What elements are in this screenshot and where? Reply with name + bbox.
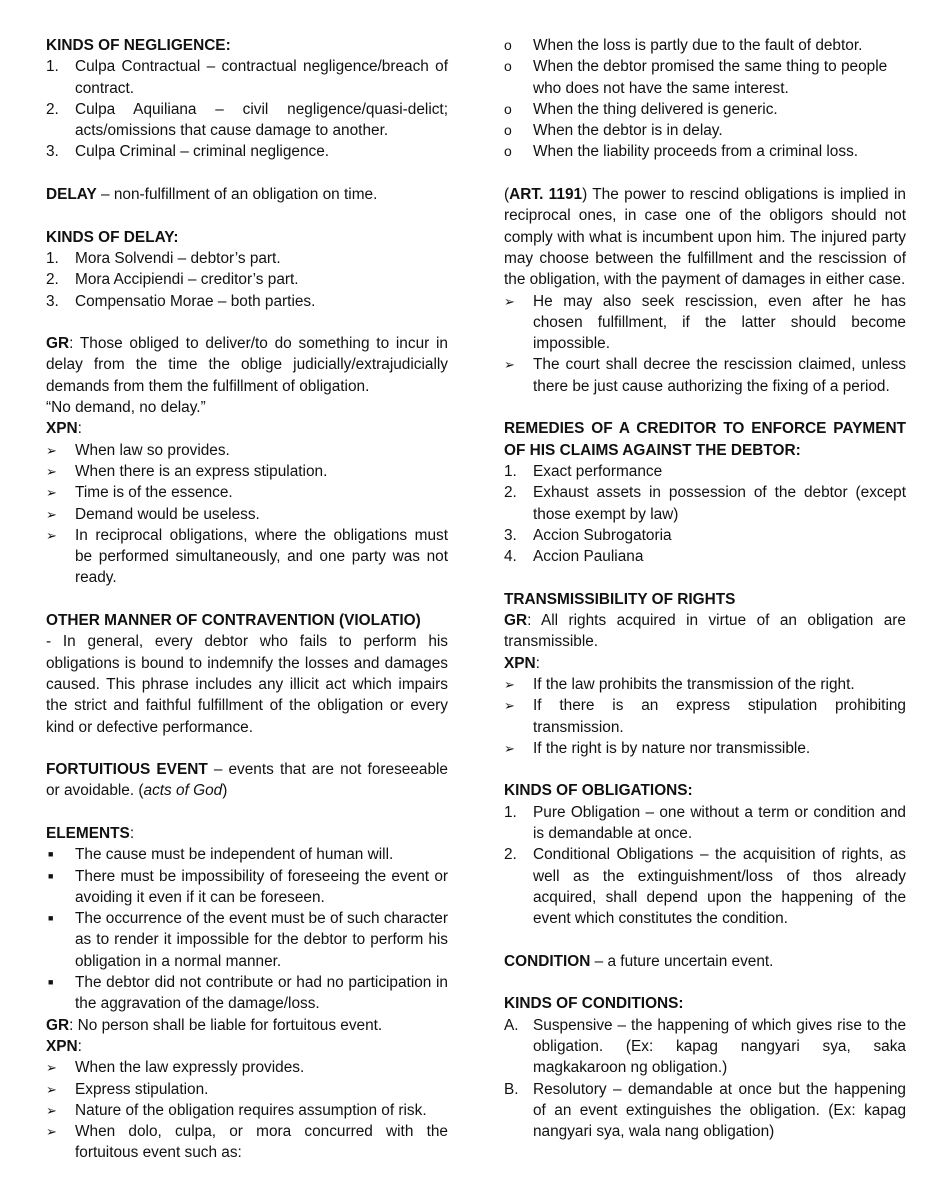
list-item-text: When the loss is partly due to the fault of debtor. xyxy=(533,37,863,54)
list-item-text: Culpa Criminal – criminal negligence. xyxy=(75,143,330,161)
list-number: 2. xyxy=(504,484,517,502)
list-item xyxy=(504,120,906,141)
arrow-bullet-icon: ➢ xyxy=(46,527,57,543)
list-item-text: If the right is by nature nor transmissible. xyxy=(533,739,811,757)
list-letter: B. xyxy=(504,1080,519,1098)
list-item-text: Culpa Aquiliana – civil negligence/quasi-delict; acts/omissions that cause damage to another. xyxy=(75,100,448,140)
list-item-text: Time is of the essence. xyxy=(75,484,233,502)
list-item xyxy=(46,844,448,865)
delay-exceptions-list xyxy=(46,440,448,589)
remedies-heading: REMEDIES OF A CREDITOR TO ENFORCE PAYMENT OF HIS CLAIMS AGAINST THE DEBTOR: xyxy=(504,420,906,459)
list-item xyxy=(504,802,906,845)
list-number: 2. xyxy=(46,100,59,118)
list-number: 4. xyxy=(504,548,517,566)
list-item xyxy=(46,972,448,1015)
list-item xyxy=(46,1100,448,1121)
list-item-text: There must be impossibility of foreseeing the event or avoiding it even if it can be foreseen. xyxy=(75,867,448,906)
list-item-text: Conditional Obligations – the acquisition of rights, as well as the extinguishment/loss of thos already acquired, shall depend upon the happening of the event which constitutes the condition. xyxy=(533,846,906,928)
list-item xyxy=(504,461,906,482)
list-item xyxy=(504,35,906,56)
list-item xyxy=(46,141,448,162)
left-column xyxy=(46,35,448,1164)
fortuitous-sub-exceptions-list xyxy=(504,35,906,163)
transmissibility-exceptions-list xyxy=(504,674,906,759)
art-1191-paragraph xyxy=(504,184,906,290)
list-item-text: Accion Subrogatoria xyxy=(533,526,672,544)
arrow-bullet-icon: ➢ xyxy=(504,676,515,692)
circle-bullet-icon: o xyxy=(504,100,512,117)
list-item xyxy=(504,482,906,525)
list-item xyxy=(46,291,448,312)
arrow-bullet-icon: ➢ xyxy=(504,698,515,714)
square-bullet-icon: ■ xyxy=(48,870,54,881)
list-item-text: When the thing delivered is generic. xyxy=(533,100,778,118)
kinds-of-conditions-heading: KINDS OF CONDITIONS: xyxy=(504,995,684,1013)
list-item xyxy=(46,1057,448,1078)
circle-bullet-icon: o xyxy=(504,122,512,139)
list-item xyxy=(504,844,906,929)
arrow-bullet-icon: ➢ xyxy=(46,463,57,479)
list-item-text: Compensatio Morae – both parties. xyxy=(75,292,316,310)
list-number: 1. xyxy=(504,803,517,821)
fortuitous-definition xyxy=(46,759,448,802)
arrow-bullet-icon: ➢ xyxy=(46,442,57,458)
xpn-label: XPN xyxy=(46,420,78,438)
list-item xyxy=(504,525,906,546)
list-item xyxy=(46,440,448,461)
list-item xyxy=(46,99,448,142)
list-item xyxy=(504,99,906,120)
list-item-text: When the law expressly provides. xyxy=(75,1059,305,1077)
arrow-bullet-icon: ➢ xyxy=(46,1102,57,1118)
list-item-text: He may also seek rescission, even after he has chosen fulfillment, if the latter should become impossible. xyxy=(533,292,906,353)
fortuitous-exceptions-list xyxy=(46,1057,448,1163)
list-number: 3. xyxy=(46,292,59,310)
list-item xyxy=(46,908,448,972)
fortuitous-italic: acts of God xyxy=(143,782,223,800)
xpn-colon: : xyxy=(77,1037,82,1055)
list-number: 1. xyxy=(46,58,59,76)
list-item-text: Culpa Contractual – contractual negligence/breach of contract. xyxy=(75,58,448,97)
arrow-bullet-icon: ➢ xyxy=(504,293,515,309)
fortuitous-close-paren: ) xyxy=(222,782,228,800)
fortuitous-general-rule xyxy=(46,1015,448,1036)
kinds-of-conditions-list xyxy=(504,1015,906,1143)
xpn-colon: : xyxy=(77,420,82,438)
kinds-of-delay-list xyxy=(46,248,448,312)
list-item-text: Resolutory – demandable at once but the happening of an event extinguishes the obligation. (Ex: kapag nangyari sya, wala nang obligation) xyxy=(533,1080,906,1141)
arrow-bullet-icon: ➢ xyxy=(46,485,57,501)
list-number: 2. xyxy=(46,271,59,289)
art-open-paren: ( xyxy=(504,186,510,204)
list-item-text: Exhaust assets in possession of the debtor (except those exempt by law) xyxy=(533,484,906,523)
list-number: 2. xyxy=(504,846,517,864)
arrow-bullet-icon: ➢ xyxy=(504,357,515,373)
delay-term: DELAY xyxy=(46,186,97,204)
list-item-text: The debtor did not contribute or had no participation in the aggravation of the damage/loss. xyxy=(75,974,448,1013)
remedies-list xyxy=(504,461,906,567)
circle-bullet-icon: o xyxy=(504,143,512,160)
list-item-text: When law so provides. xyxy=(75,441,230,459)
list-item xyxy=(46,866,448,909)
list-item xyxy=(46,248,448,269)
list-item xyxy=(504,291,906,355)
list-number: 1. xyxy=(46,249,59,267)
list-item-text: When the debtor is in delay. xyxy=(533,122,723,140)
list-item-text: If there is an express stipulation prohibiting transmission. xyxy=(533,697,906,736)
delay-general-rule xyxy=(46,333,448,397)
square-bullet-icon: ■ xyxy=(48,849,54,860)
list-item xyxy=(504,546,906,567)
negligence-heading: KINDS OF NEGLIGENCE: xyxy=(46,37,231,54)
list-item xyxy=(504,141,906,162)
right-column xyxy=(504,35,906,1142)
list-item xyxy=(46,504,448,525)
transmissibility-heading: TRANSMISSIBILITY OF RIGHTS xyxy=(504,590,736,608)
contravention-paragraph: - In general, every debtor who fails to perform his obligations is bound to indemnify the losses and damages caused. This phrase includes any illicit act which impairs the strict and faithful fulfillment of the obligation or every kind or defective performance. xyxy=(46,633,448,736)
transmissibility-general-rule xyxy=(504,610,906,653)
circle-bullet-icon: o xyxy=(504,58,512,75)
arrow-bullet-icon: ➢ xyxy=(46,506,57,522)
elements-heading-line xyxy=(46,823,448,844)
list-item-text: When the liability proceeds from a criminal loss. xyxy=(533,143,859,161)
list-item-text: When dolo, culpa, or mora concurred with the fortuitous event such as: xyxy=(75,1123,448,1162)
gr-text: : Those obliged to deliver/to do something to incur in delay from the time the oblige judicially/extrajudicially demands from them the fulfillment of obligation. xyxy=(46,335,448,395)
list-item-text: The cause must be independent of human will. xyxy=(75,846,394,864)
list-item-text: Suspensive – the happening of which gives rise to the obligation. (Ex: kapag nangyari sya, saka magkakaroon ng obligation.) xyxy=(533,1016,906,1077)
art-text: ) The power to rescind obligations is implied in reciprocal ones, in case one of the obligors should not comply with what is incumbent upon him. The injured party may choose between the fulfillment and the rescission of the obligation, with the payment of damages in either case. xyxy=(504,186,906,289)
arrow-bullet-icon: ➢ xyxy=(46,1060,57,1076)
list-item xyxy=(46,56,448,99)
list-item-text: When the debtor promised the same thing to people who does not have the same interest. xyxy=(533,58,888,97)
kinds-of-obligations-list xyxy=(504,802,906,930)
list-item-text: Mora Accipiendi – creditor’s part. xyxy=(75,271,299,289)
list-number: 3. xyxy=(46,143,59,161)
art-label: ART. 1191 xyxy=(509,186,583,204)
list-item xyxy=(504,674,906,695)
list-item xyxy=(46,461,448,482)
condition-term: CONDITION xyxy=(504,952,591,970)
arrow-bullet-icon: ➢ xyxy=(46,1081,57,1097)
transmissibility-exceptions-label xyxy=(504,653,906,674)
delay-quote: “No demand, no delay.” xyxy=(46,399,206,417)
square-bullet-icon: ■ xyxy=(48,977,54,988)
delay-text: – non-fulfillment of an obligation on time. xyxy=(96,186,378,204)
list-item xyxy=(46,525,448,589)
kinds-of-obligations-heading: KINDS OF OBLIGATIONS: xyxy=(504,782,693,800)
elements-heading: ELEMENTS xyxy=(46,824,130,842)
xpn-label: XPN xyxy=(504,654,536,672)
contravention-heading: OTHER MANNER OF CONTRAVENTION (VIOLATIO) xyxy=(46,612,421,630)
list-letter: A. xyxy=(504,1016,519,1034)
list-item xyxy=(504,56,906,99)
list-item-text: The court shall decree the rescission claimed, unless there be just cause authorizing the fixing of a period. xyxy=(533,356,906,395)
list-item xyxy=(504,354,906,397)
list-item-text: If the law prohibits the transmission of the right. xyxy=(533,675,855,693)
negligence-list xyxy=(46,56,448,162)
list-number: 3. xyxy=(504,526,517,544)
xpn-colon: : xyxy=(535,654,540,672)
gr-text: : No person shall be liable for fortuitous event. xyxy=(69,1016,383,1034)
list-item-text: Nature of the obligation requires assumption of risk. xyxy=(75,1101,427,1119)
list-item xyxy=(504,695,906,738)
arrow-bullet-icon: ➢ xyxy=(504,740,515,756)
kinds-of-delay-heading: KINDS OF DELAY: xyxy=(46,228,179,246)
list-item xyxy=(504,1015,906,1079)
gr-label: GR xyxy=(504,612,528,630)
condition-text: – a future uncertain event. xyxy=(590,952,774,970)
list-item xyxy=(46,1121,448,1164)
arrow-bullet-icon: ➢ xyxy=(46,1124,57,1140)
list-item xyxy=(46,269,448,290)
fortuitous-exceptions-label xyxy=(46,1036,448,1057)
gr-label: GR xyxy=(46,1016,70,1034)
list-item-text: Exact performance xyxy=(533,462,663,480)
fortuitous-term: FORTUITIOUS EVENT xyxy=(46,761,208,779)
art-1191-list xyxy=(504,291,906,397)
list-item-text: Mora Solvendi – debtor’s part. xyxy=(75,249,281,267)
list-item-text: When there is an express stipulation. xyxy=(75,462,328,480)
list-number: 1. xyxy=(504,462,517,480)
list-item-text: In reciprocal obligations, where the obligations must be performed simultaneously, and one party was not ready. xyxy=(75,526,448,587)
list-item xyxy=(46,482,448,503)
square-bullet-icon: ■ xyxy=(48,913,54,924)
delay-exceptions-label xyxy=(46,418,448,439)
circle-bullet-icon: o xyxy=(504,37,512,53)
fortuitous-text: – events that are not foreseeable or avoidable. ( xyxy=(46,761,448,800)
list-item-text: Demand would be useless. xyxy=(75,505,260,523)
condition-definition xyxy=(504,951,906,972)
list-item-text: Accion Pauliana xyxy=(533,548,644,566)
delay-definition xyxy=(46,184,448,205)
elements-list xyxy=(46,844,448,1014)
list-item-text: Pure Obligation – one without a term or condition and is demandable at once. xyxy=(533,803,906,842)
list-item-text: The occurrence of the event must be of such character as to render it impossible for the debtor to perform his obligation in a normal manner. xyxy=(75,910,448,970)
elements-colon: : xyxy=(129,824,135,842)
list-item xyxy=(46,1079,448,1100)
list-item xyxy=(504,738,906,759)
gr-label: GR xyxy=(46,335,70,353)
gr-text: : All rights acquired in virtue of an obligation are transmissible. xyxy=(504,612,906,651)
list-item xyxy=(504,1079,906,1143)
list-item-text: Express stipulation. xyxy=(75,1080,209,1098)
xpn-label: XPN xyxy=(46,1037,78,1055)
